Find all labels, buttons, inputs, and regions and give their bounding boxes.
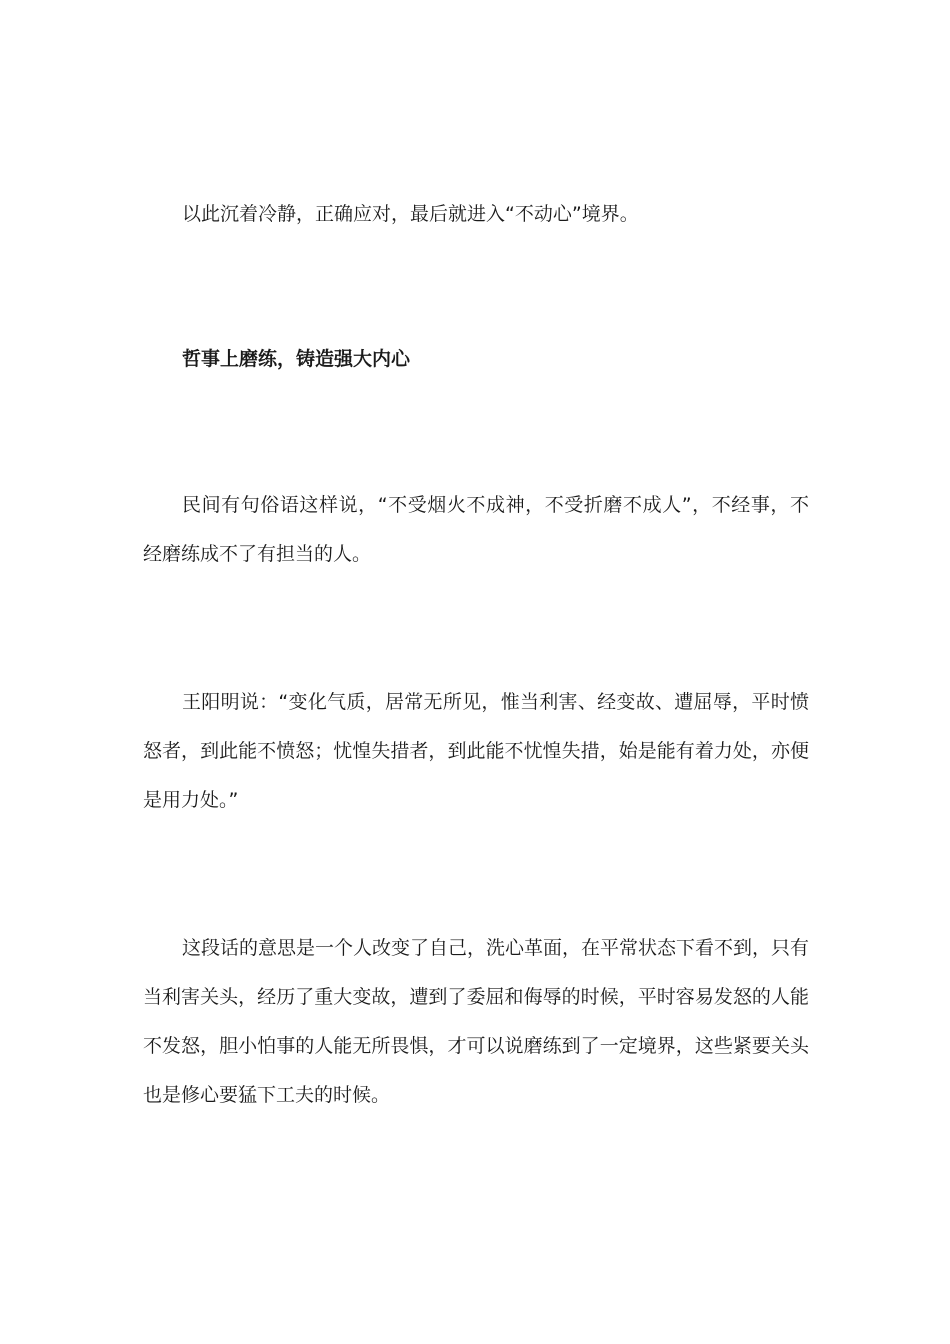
- paragraph-calm-response: 以此沉着冷静，正确应对，最后就进入“不动心”境界。: [182, 203, 639, 225]
- paragraph-wang-yangming-quote: 王阳明说：“变化气质，居常无所见，惟当利害、经变故、遭屈辱，平时愤怒者，到此能不愤怒；忧惶失措者，到此能不忧惶失措，始是能有着力处，亦便是用力处。”: [143, 691, 809, 811]
- paragraph-folk-saying: 民间有句俗语这样说，“不受烟火不成神，不受折磨不成人”，不经事，不经磨练成不了有担当的人。: [143, 494, 809, 565]
- paragraph-explanation: 这段话的意思是一个人改变了自己，洗心革面，在平常状态下看不到，只有当利害关头，经历了重大变故，遭到了委屈和侮辱的时候，平时容易发怒的人能不发怒，胆小怕事的人能无所畏惧，才可以说磨练到了一定境界，这些紧要关头也是修心要猛下工夫的时候。: [143, 937, 810, 1106]
- section-heading: 哲事上磨练，铸造强大内心: [182, 348, 411, 370]
